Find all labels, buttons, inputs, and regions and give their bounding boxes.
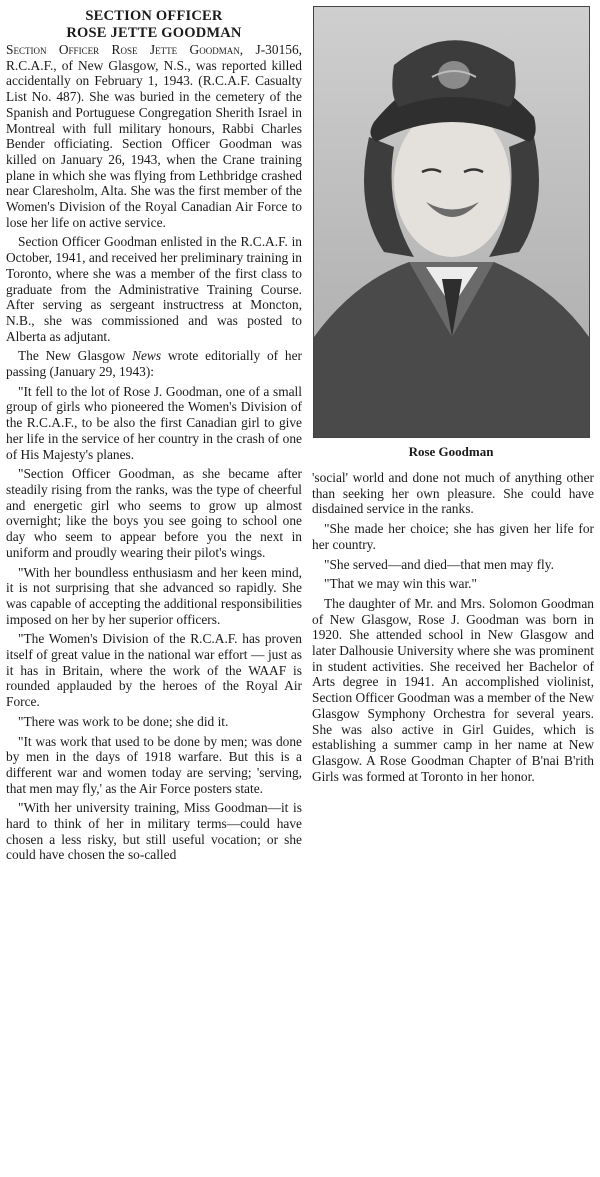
paragraph-biography: The daughter of Mr. and Mrs. Solomon Goodman of New Glasgow, Rose J. Goodman was born in 1920. She attended school in New Glasgow and later Dalhousie University where she was prominent in student activities. She received her Bachelor of Arts degree in 1941. An accomplished violinist, Section Officer Goodman was a member of the New Glasgow Symphony Orchestra for several years. She was also active in Girl Guides, which is establishing a summer camp in her name at New Glasgow. A Rose Goodman Chapter of B'nai B'rith Girls was formed at Toronto in her honor. [312, 595, 594, 784]
title-line-2: ROSE JETTE GOODMAN [66, 25, 242, 41]
right-column [312, 470, 594, 788]
portrait-photo [313, 6, 590, 438]
quote-5: "There was work to be done; she did it. [18, 713, 229, 729]
paragraph-enlistment: Section Officer Goodman enlisted in the R.C.A.F. in October, 1941, and received her preliminary training in Toronto, where she was a member of the first class to graduate from the Administrative Training Course. After serving as sergeant instructress at Moncton, N.B., she was commissioned and was posted to Alberta as adjutant. [6, 234, 302, 344]
quote-7-continued: 'social' world and done not much of anything other than seeking her own pleasure. She could have disdained service in the ranks. [312, 470, 594, 517]
news-intro-pre: The New Glasgow [18, 348, 133, 364]
quote-10: "That we may win this war." [324, 576, 477, 592]
photo-caption: Rose Goodman [408, 444, 494, 459]
intro-rest: J-30156, R.C.A.F., of New Glasgow, N.S., was reported killed accidentally on February 1, 1943. (R.C.A.F. Casualty List No. 487). She was buried in the cemetery of the Spanish and Portuguese Congregation Sherith Israel in Montreal with full military honours, Rabbi Charles Bender officiating. Section Officer Goodman was killed on January 26, 1943, when the Crane training plane in which she was flying from Lethbridge crashed near Claresholm, Alta. She was the first member of the Women's Division of the Royal Canadian Air Force to lose her life on active service. [6, 42, 303, 230]
title-line-1: SECTION OFFICER [85, 8, 223, 24]
quote-1: "It fell to the lot of Rose J. Goodman, one of a small group of girls who pioneered the Women's Division of the R.C.A.F., to be also the first Canadian girl to give her life in the service of her country in the crash of one of His Majesty's planes. [6, 383, 302, 462]
quote-7: "With her university training, Miss Goodman—it is hard to think of her in military terms—could have chosen a less risky, but still useful vocation; or she could have chosen the so-called [6, 800, 302, 863]
intro-lead: Section Officer Rose Jette Goodman, [6, 42, 244, 57]
quote-6: "It was work that used to be done by men; was done by men in the days of 1918 warfare. But this is a different war and women today are serving; 'serving, that men may fly,' as the Air Force posters state. [6, 733, 302, 796]
paragraph-intro [6, 42, 302, 230]
quote-8: "She made her choice; she has given her life for her country. [312, 521, 594, 552]
quote-2: "Section Officer Goodman, as she became after steadily rising from the ranks, was the type of cheerful and energetic girl who seems to grow up almost overnight; like the boys you see going to school one day who seem to appear before you the next in uniform and proudly wearing their pilot's wings. [6, 466, 302, 560]
news-name: News [132, 348, 162, 364]
portrait-illustration [314, 7, 589, 437]
quote-3: "With her boundless enthusiasm and her keen mind, it is not surprising that she advanced so rapidly. She was capable of accepting the additional responsibilities imposed on her by her superior officers. [6, 564, 302, 627]
article-title [6, 8, 302, 42]
paragraph-news-intro [6, 348, 302, 379]
quote-4: "The Women's Division of the R.C.A.F. has proven itself of great value in the national war effort — just as it has in Britain, where the work of the WAAF is rounded applauded by the heroes of the Royal Air Force. [6, 631, 302, 710]
left-column [6, 8, 302, 867]
quote-9: "She served—and died—that men may fly. [324, 556, 554, 572]
news-intro-post: wrote editorially of her passing (January 29, 1943): [6, 348, 302, 380]
